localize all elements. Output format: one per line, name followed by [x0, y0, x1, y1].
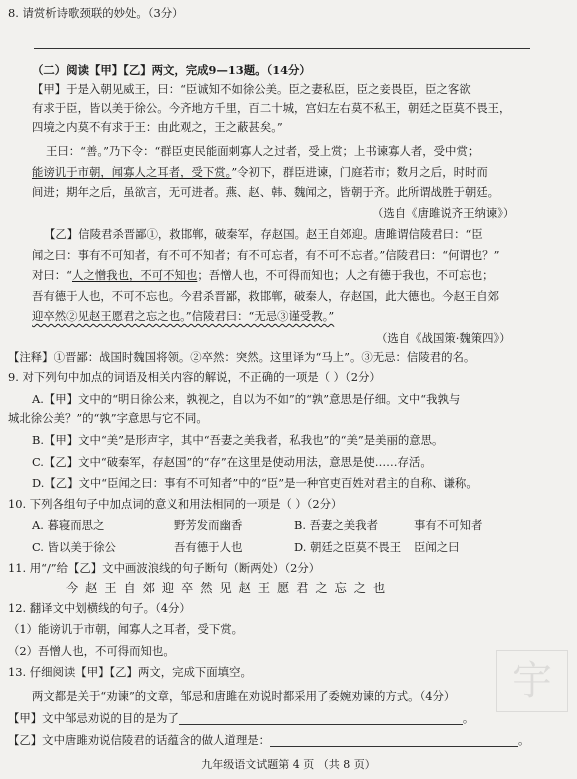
q10-c1: C. 皆以美于徐公 [32, 540, 116, 554]
q11-sentence: 今赵王自郊迎卒然见赵王愿君之忘之也 [66, 581, 393, 595]
q10-c2: 吾有德于人也 [174, 540, 243, 554]
yi-underlined-sentence: 人之憎我也，不可不知也 [72, 268, 198, 282]
q13-yi-answer-blank[interactable] [270, 734, 518, 747]
answer-line [34, 48, 530, 49]
page-footer: 九年级语文试题第 4 页 （共 8 页） [201, 758, 376, 771]
q13-yi-prompt [8, 733, 529, 747]
question-10-stem: 10. 下列各组句子中加点词的意义和用法相同的一项是（ ）（2分） [8, 497, 343, 511]
q9-option-b: B.【甲】文中“美”是形声字，其中“吾妻之美我者，私我也”的“美”是美丽的意思。 [32, 433, 444, 447]
jia-line-2: 有求于臣，皆以美于徐公。今齐地方千里，百二十城，宫妇左右莫不私王，朝廷之臣莫不畏王， [32, 101, 511, 115]
yi-line-3 [32, 268, 493, 282]
q13-yi-period: 。 [518, 733, 530, 747]
q9-option-a-2: 城北徐公美？”的“孰”字意思与它不同。 [8, 411, 208, 425]
q9-option-a-1: A.【甲】文中的“明日徐公来，孰视之，自以为不如”的“孰”意思是仔细。文中“我孰与 [32, 392, 461, 406]
q13-jia-answer-blank[interactable] [179, 712, 463, 725]
q13-jia-period: 。 [462, 711, 475, 725]
q13-jia-prompt [8, 711, 474, 725]
yi-source: （选自《战国策·魏策四》） [376, 331, 511, 345]
question-8: 8. 请赏析诗歌颈联的妙处。（3分） [8, 6, 184, 20]
faded-stamp: 宇 [496, 650, 568, 712]
yi-line-3-b: ；吾憎人也，不可得而知也；人之有德于我也，不可忘也； [197, 268, 494, 282]
q10-a1: A. 暮寝而思之 [32, 518, 105, 532]
question-12-stem: 12. 翻译文中划横线的句子。（4分） [8, 601, 191, 615]
notes: 【注释】①晋鄙：战国时魏国将领。②卒然：突然。这里译为“马上”。③无忌：信陵君的名。 [8, 350, 476, 364]
q9-option-c: C.【乙】文中“破秦军，存赵国”的“存”在这里是使动用法，意思是使……存活。 [32, 455, 432, 469]
question-9-stem: 9. 对下列句中加点的词语及相关内容的解说，不正确的一项是（ ）（2分） [8, 370, 381, 384]
jia-source: （选自《唐雎说齐王纳谏》） [372, 206, 515, 220]
yi-line-2: 闻之曰：事有不可知者，有不可不知者；有不可忘者，有不可不忘者。”信陵君曰：“何谓也？” [32, 248, 500, 262]
jia-underlined-sentence: 能谤讥于市朝，闻寡人之耳者，受下赏。 [32, 165, 232, 179]
q10-b1: B. 吾妻之美我者 [294, 518, 378, 532]
yi-wavy-sentence: 迎卒然②见赵王愿君之忘之也。”信陵君曰：“无忌③谨受教。” [32, 309, 335, 323]
q9-option-d: D.【乙】文中“臣闻之曰：事有不可知者”中的“臣”是一种官吏百姓对君主的自称、谦称。 [32, 476, 478, 490]
question-13-stem: 13. 仔细阅读【甲】【乙】两文，完成下面填空。 [8, 665, 252, 679]
q13-jia-text: 【甲】文中邹忌劝说的目的是为了 [8, 711, 179, 725]
q10-a2: 野芳发而幽香 [174, 518, 243, 532]
jia-line-4: 王曰：“善。”乃下令：“群臣吏民能面刺寡人之过者，受上赏；上书谏寡人者，受中赏； [46, 144, 480, 158]
yi-line-4: 吾有德于人也，不可不忘也。今君杀晋鄙，救邯郸，破秦人，存赵国，此大德也。今赵王自郊 [32, 289, 500, 303]
jia-line-3: 四境之内莫不有求于王：由此观之，王之蔽甚矣。” [32, 120, 283, 134]
q10-b2: 事有不可知者 [414, 518, 483, 532]
jia-line-6: 间进；期年之后，虽欲言，无可进者。燕、赵、韩、魏闻之，皆朝于齐。此所谓战胜于朝廷。 [32, 185, 500, 199]
q13-yi-text: 【乙】文中唐雎劝说信陵君的话蕴含的做人道理是： [8, 733, 270, 747]
question-11-stem: 11. 用“/”给【乙】文中画波浪线的句子断句（断两处）（2分） [8, 561, 321, 575]
q12-sentence-1: （1）能谤讥于市朝，闻寡人之耳者，受下赏。 [8, 622, 244, 636]
jia-line-1: 【甲】于是入朝见威王，曰：“臣诚知不如徐公美。臣之妻私臣，臣之妾畏臣，臣之客欲 [32, 82, 471, 96]
jia-line-5 [32, 165, 488, 179]
yi-line-5 [32, 309, 334, 323]
q10-d2: 臣闻之曰 [414, 540, 460, 554]
yi-line-3-a: 对曰：“ [32, 268, 72, 282]
section-title: （二）阅读【甲】【乙】两文，完成9—13题。（14分） [32, 63, 311, 77]
q13-intro: 两文都是关于“劝谏”的文章，邹忌和唐雎在劝说时都采用了委婉劝谏的方式。（4分） [32, 689, 456, 703]
q10-d1: D. 朝廷之臣莫不畏王 [294, 540, 402, 554]
yi-line-1: 【乙】信陵君杀晋鄙①，救邯郸，破秦军，存赵国。赵王自郊迎。唐雎谓信陵君曰：“臣 [44, 227, 483, 241]
jia-line-5-rest: ”令初下，群臣进谏，门庭若市；数月之后，时时而 [231, 165, 488, 179]
q12-sentence-2: （2）吾憎人也，不可得而知也。 [8, 644, 175, 658]
